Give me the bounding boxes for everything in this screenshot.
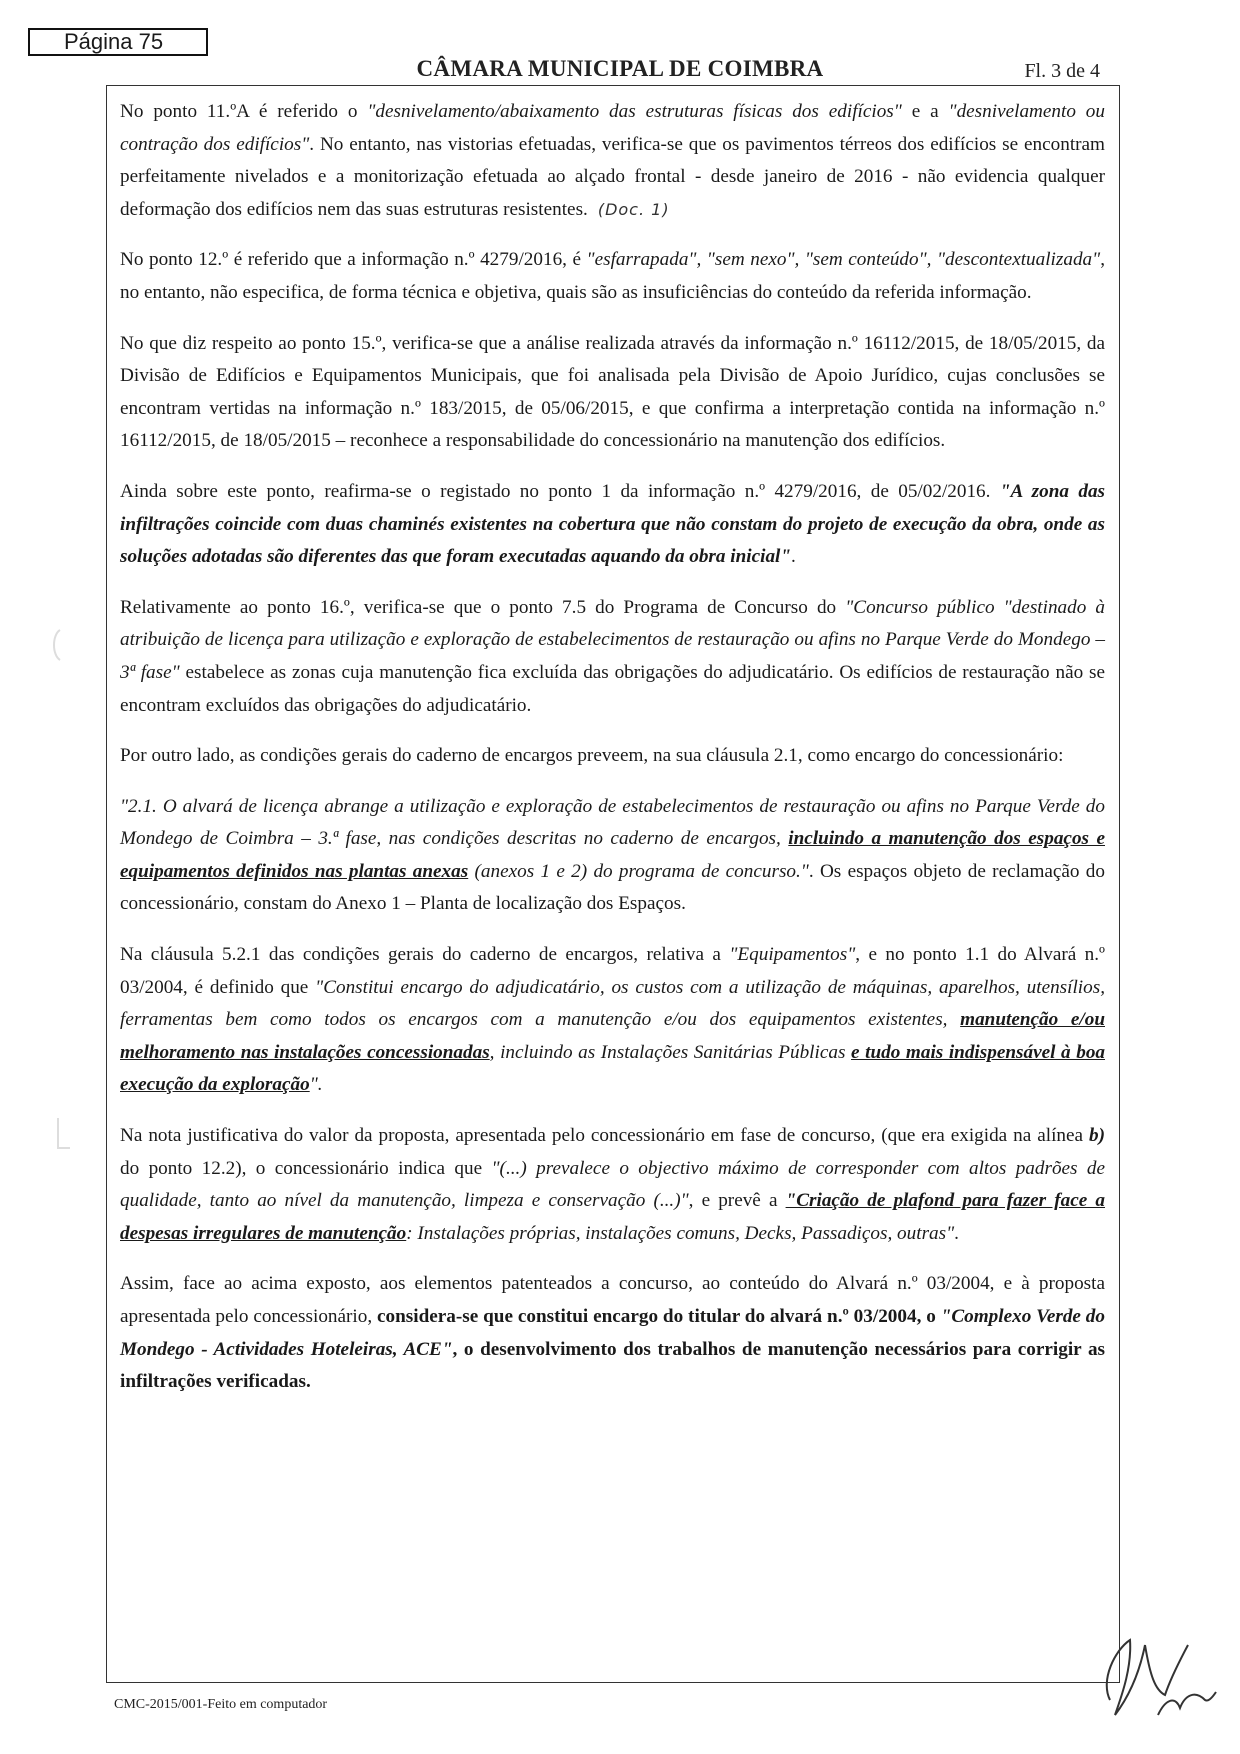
paragraph-clausula-5-2-1: Na cláusula 5.2.1 das condições gerais do caderno de encargos, relativa a "Equipamentos", e no ponto 1.1 do Alvará n.º 03/2004, é definido que "Constitui encargo do adjudicatário, os custos com a utilização de máquinas, aparelhos, utensílios, ferramentas bem como todos os encargos com a manutenção e/ou dos equipamentos existentes, manutenção e/ou melhoramento nas instalações concessionadas, incluindo as Instalações Sanitárias Públicas e tudo mais indispensável à boa execução da exploração". (120, 944, 1106, 1096)
bold-quote: "A zona das infiltrações coincide com duas chaminés existentes na cobertura que não constam do projeto de execução da obra, onde as soluções adotadas são diferentes das que foram executadas aquando da obra inicial" (120, 480, 1105, 568)
paragraph-clausula-2-1: "2.1. O alvará de licença abrange a utilização e exploração de estabelecimentos de restauração ou afins no Parque Verde do Mondego de Coimbra – 3.ª fase, nas condições descritas no caderno de encargos, incluindo a manutenção dos espaços e equipamentos definidos nas plantas anexas (anexos 1 e 2) do programa de concurso.". Os espaços objeto de reclamação do concessionário, constam do Anexo 1 – Planta de localização dos Espaços. (120, 795, 1105, 915)
paragraph-nota-justificativa: Na nota justificativa do valor da proposta, apresentada pelo concessionário em fase de concurso, (que era exigida na alínea b) do ponto 12.2), o concessionário indica que "(...) prevalece o objectivo máximo de corresponder com altos padrões de qualidade, tanto ao nível da manutenção, limpeza e conservação (...)", e prevê a "Criação de plafond para fazer face a despesas irregulares de manutenção: Instalações próprias, instalações comuns, Decks, Passadiços, outras". (120, 1125, 1106, 1244)
paragraph-ponto-16: Relativamente ao ponto 16.º, verifica-se que o ponto 7.5 do Programa de Concurso do "Concurso público "destinado à atribuição de licença para utilização e exploração de estabelecimentos de restauração ou afins no Parque Verde do Mondego – 3ª fase" estabelece as zonas cuja manutenção fica excluída das obrigações do adjudicatário. Os edifícios de restauração não se encontram excluídos das obrigações do adjudicatário. (120, 596, 1106, 716)
institution-header: CÂMARA MUNICIPAL DE COIMBRA (416, 56, 824, 81)
handwritten-note: (Doc. 1) (597, 199, 670, 219)
page-number-box: Página 75 (28, 28, 208, 56)
underlined-quote: e tudo mais indispensável à boa execução da exploração (120, 1041, 1106, 1096)
scan-artifact (40, 620, 80, 670)
quote: "desnivelamento/abaixamento das estruturas físicas dos edifícios" (367, 101, 902, 122)
paragraph-ponto-11: No ponto 11.ºA é referido o "desnivelamento/abaixamento das estruturas físicas dos edifícios" e a "desnivelamento ou contração dos edifícios". No entanto, nas vistorias efetuadas, verifica-se que os pavimentos térreos dos edifícios se encontram perfeitamente nivelados e a monitorização efetuada ao alçado frontal - desde janeiro de 2016 - não evidencia qualquer deformação dos edifícios nem das suas estruturas resistentes. (Doc. 1) (120, 101, 1105, 220)
paragraph-conclusao: Assim, face ao acima exposto, aos elementos patenteados a concurso, ao conteúdo do Alvará n.º 03/2004, e à proposta apresentada pelo concessionário, considera-se que constitui encargo do titular do alvará n.º 03/2004, o "Complexo Verde do Mondego - Actividades Hoteleiras, ACE", o desenvolvimento dos trabalhos de manutenção necessários para corrigir as infiltrações verificadas. (120, 1273, 1106, 1393)
scan-artifact (40, 1110, 80, 1160)
paragraph-reafirma: Ainda sobre este ponto, reafirma-se o registado no ponto 1 da informação n.º 4279/2016, de 05/02/2016. "A zona das infiltrações coincide com duas chaminés existentes na cobertura que não constam do projeto de execução da obra, onde as soluções adotadas são diferentes das que foram executadas aquando da obra inicial". (120, 480, 1105, 568)
quote: "Concurso público "destinado à atribuição de licença para utilização e exploração de estabelecimentos de restauração ou afins no Parque Verde do Mondego – 3ª fase" (120, 596, 1106, 683)
underlined-quote: manutenção e/ou melhoramento nas instalações concessionadas (120, 1009, 1105, 1063)
underlined-quote: "Criação de plafond para fazer face a despesas irregulares de manutenção (120, 1190, 1105, 1244)
paragraph-caderno-encargos: Por outro lado, as condições gerais do caderno de encargos preveem, na sua cláusula 2.1, como encargo do concessionário: (120, 745, 1064, 767)
quote: "esfarrapada", "sem nexo", "sem conteúdo", "descontextualizada" (586, 249, 1101, 271)
handwritten-signature (1070, 1590, 1220, 1730)
paragraph-ponto-15: No que diz respeito ao ponto 15.º, verifica-se que a análise realizada através da informação n.º 16112/2015, de 18/05/2015, da Divisão de Edifícios e Equipamentos Municipais, que foi analisada pela Divisão de Apoio Jurídico, cujas conclusões se encontram vertidas na informação n.º 183/2015, de 05/06/2015, e que confirma a interpretação contida na informação n.º 16112/2015, de 18/05/2015 – reconhece a responsabilidade do concessionário na manutenção dos edifícios. (120, 332, 1105, 452)
footer-code: CMC-2015/001-Feito em computador (114, 1697, 328, 1712)
paragraph-ponto-12: No ponto 12.º é referido que a informação n.º 4279/2016, é "esfarrapada", "sem nexo", "sem conteúdo", "descontextualizada", no entanto, não especifica, de forma técnica e objetiva, quais são as insuficiências do conteúdo da referida informação. (120, 249, 1105, 303)
quote: "desnivelamento ou contração dos edifícios" (120, 101, 1105, 155)
document-body (120, 96, 1105, 1417)
underlined-quote: incluindo a manutenção dos espaços e equipamentos definidos nas plantas anexas (120, 828, 1105, 882)
folio-number: Fl. 3 de 4 (1024, 60, 1100, 82)
